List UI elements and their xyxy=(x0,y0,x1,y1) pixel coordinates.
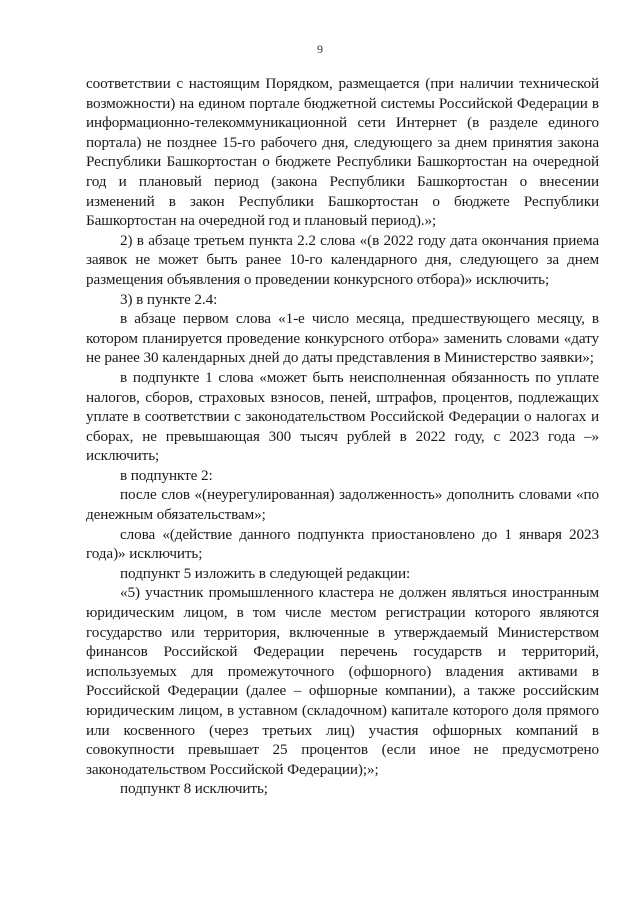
paragraph-7: после слов «(неурегулированная) задолженность» дополнить словами «по денежным обязательствам»; xyxy=(86,486,599,524)
page-number: 9 xyxy=(317,42,323,56)
paragraph-6: в подпункте 2: xyxy=(120,466,213,484)
paragraph-3: 3) в пункте 2.4: xyxy=(120,290,218,308)
paragraph-11: подпункт 8 исключить; xyxy=(120,780,268,798)
paragraph-9: подпункт 5 изложить в следующей редакции: xyxy=(120,564,411,582)
paragraph-1: соответствии с настоящим Порядком, размещается (при наличии технической возможности) на едином портале бюджетной системы Российской Федерации в информационно-телекоммуникационной сети Интернет (в разделе единого портала) не позднее 15-го рабочего дня, следующего за днем принятия закона Республики Башкортостан о бюджете Республики Башкортостан на очередной год и плановый период (закона Республики Башкортостан о внесении изменений в закон Республики Башкортостан о бюджете Республики Башкортостан на очередной год и плановый период).»; xyxy=(86,75,599,230)
paragraph-8: слова «(действие данного подпункта приостановлено до 1 января 2023 года)» исключить; xyxy=(86,525,599,563)
paragraph-5: в подпункте 1 слова «может быть неисполненная обязанность по уплате налогов, сборов, страховых взносов, пеней, штрафов, процентов, подлежащих уплате в соответствии с законодательством Российской Федерации о налогах и сборах, не превышающая 300 тысяч рублей в 2022 году, с 2023 года –» исключить; xyxy=(86,368,599,465)
paragraph-2: 2) в абзаце третьем пункта 2.2 слова «(в 2022 году дата окончания приема заявок не может быть ранее 10-го календарного дня, следующего за днем размещения объявления о проведении конкурсного отбора)» исключить; xyxy=(86,231,599,288)
paragraph-4: в абзаце первом слова «1-е число месяца, предшествующего месяцу, в котором планируется проведение конкурсного отбора» заменить словами «дату не ранее 30 календарных дней до даты представления в Министерство заявки»; xyxy=(86,310,599,367)
paragraph-10: «5) участник промышленного кластера не должен являться иностранным юридическим лицом, в том числе местом регистрации которого являются государство или территория, включенные в утверждаемый Министерством финансов Российской Федерации перечень государств и территорий, используемых для промежуточного (офшорного) владения активами в Российской Федерации (далее – офшорные компании), а также российским юридическим лицом, в уставном (складочном) капитале которого доля прямого или косвенного (через третьих лиц) участия офшорных компаний в совокупности превышает 25 процентов (если иное не предусмотрено законодательством Российской Федерации);»; xyxy=(86,584,599,778)
document-body xyxy=(86,74,599,799)
